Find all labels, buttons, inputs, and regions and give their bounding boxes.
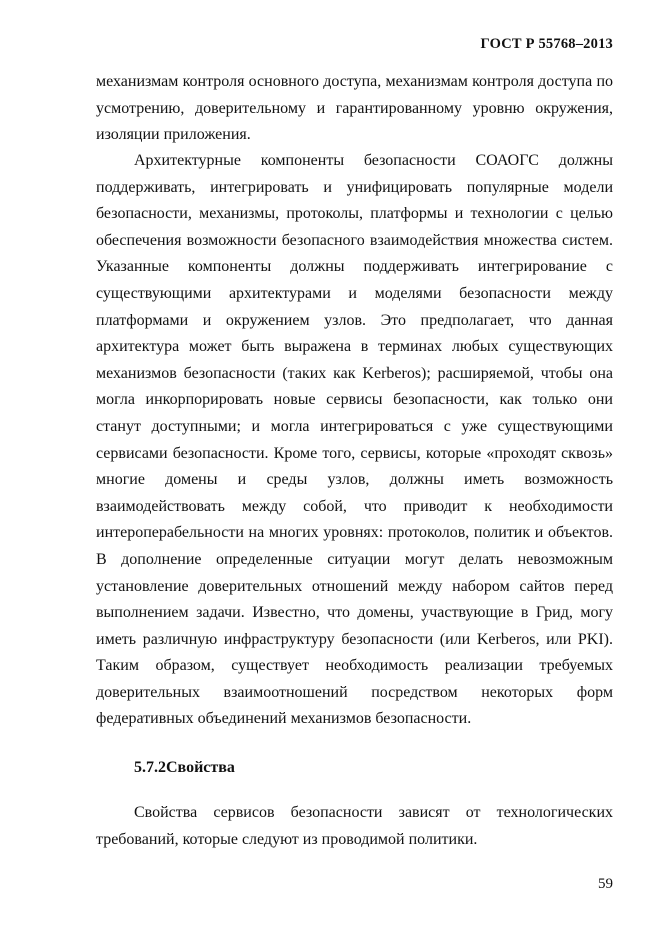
paragraph-text: механизмам контроля основного доступа, механизмам контроля доступа по усмотрению, доверительному и гарантированному уровню окружения, изоляции приложения. xyxy=(96,73,613,144)
paragraph-architecture xyxy=(96,148,613,733)
section-title: Свойства xyxy=(166,759,235,776)
standard-header: ГОСТ Р 55768–2013 xyxy=(480,36,613,52)
paragraph-properties xyxy=(96,800,613,853)
paragraph-text: Архитектурные компоненты безопасности СОАОГС должны поддерживать, интегрировать и унифицировать популярные модели безопасности, механизмы, протоколы, платформы и технологии с целью обеспечения возможности безопасного взаимодействия множества систем. Указанные компоненты должны поддерживать интегрирование с существующими архитектурами и моделями безопасности между платформами и окружением узлов. Это предполагает, что данная архитектура может быть выражена в терминах любых существующих механизмов безопасности (таких как Kerberos); расширяемой, чтобы она могла инкорпорировать новые сервисы безопасности, как только они станут доступными; и могла интегрироваться с уже существующими сервисами безопасности. Кроме того, сервисы, которые «проходят сквозь» многие домены и среды узлов, должны иметь возможность взаимодействовать между собой, что приводит к необходимости интероперабельности на многих уровнях: протоколов, политик и объектов. В дополнение определенные ситуации могут делать невозможным установление доверительных отношений между набором сайтов перед выполнением задачи. Известно, что домены, участвующие в Грид, могу иметь различную инфраструктуру безопасности (или Kerberos, или PKI). Таким образом, существует необходимость реализации требуемых доверительных взаимоотношений посредством некоторых форм федеративных объединений механизмов безопасности. xyxy=(96,152,613,728)
paragraph-text: Свойства сервисов безопасности зависят от технологических требований, которые следуют из проводимой политики. xyxy=(96,804,613,848)
section-number: 5.7.2 xyxy=(134,759,166,776)
paragraph-continuation xyxy=(96,69,613,149)
section-heading xyxy=(134,759,235,777)
page-number: 59 xyxy=(598,876,613,892)
